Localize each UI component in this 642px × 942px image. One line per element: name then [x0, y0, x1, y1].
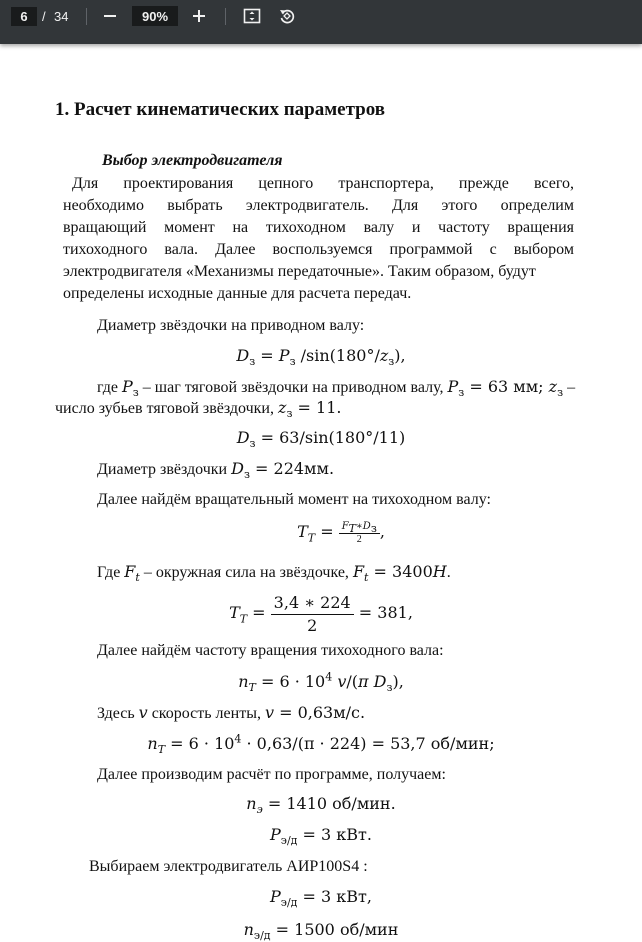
formula-motor-speed: $n_э = 1410$ об/мин.	[246, 794, 396, 817]
where-line: где $P_з$ – шаг тяговой звёздочки на приводном валу, $P_з = 63$ мм; $z_з$ –	[97, 377, 576, 400]
intro-line: тихоходного вала. Далее воспользуемся программой с выбором	[63, 241, 574, 258]
toolbar-divider	[225, 8, 226, 25]
rotate-button[interactable]	[275, 5, 299, 27]
fit-page-button[interactable]	[240, 5, 264, 27]
force-line: Где $F_t$ – окружная сила на звёздочке, $F_t = 3400H$.	[97, 562, 451, 585]
zoom-out-button[interactable]	[98, 5, 122, 27]
minus-icon	[103, 9, 117, 23]
plus-icon	[192, 9, 206, 23]
formula-diameter-values: $D_з = 63/\sin(180^\circ/11)$	[236, 428, 406, 451]
total-pages: 34	[54, 9, 69, 24]
formula-selected-power: $P_{э/д} = 3$ кВт,	[270, 887, 372, 910]
pdf-toolbar	[0, 0, 642, 44]
paragraph-torque: Далее найдём вращательный момент на тихоходном валу:	[97, 491, 491, 508]
page-separator: /	[42, 9, 46, 24]
intro-line: Для проектирования цепного транспортера, прежде всего,	[72, 175, 574, 192]
formula-selected-speed: $n_{э/д} = 1500$ об/мин	[243, 920, 399, 942]
rotate-icon	[278, 7, 296, 25]
formula-torque: $T_T$ = $\frac{F_T∗D_з}{2}$ ,	[297, 521, 385, 545]
intro-line: вращающий момент на тихоходном валу и частоту вращения	[63, 219, 574, 236]
formula-speed-values: $n_T = 6 \cdot 10^4 \cdot 0,63/(\pi \cdot 224) = 53,7$ об/мин;	[147, 732, 495, 757]
document-page	[0, 44, 642, 942]
paragraph-select: Выбираем электродвигатель АИР100S4 :	[89, 858, 368, 875]
formula-speed: $n_T = 6 \cdot 10^4$ v/(π $D_з$),	[238, 670, 404, 695]
where-line-2: число зубьев тяговой звёздочки, $z_з = 11$.	[55, 398, 342, 421]
intro-line: необходимо выбрать электродвигатель. Для этого определим	[63, 197, 574, 214]
paragraph-diameter: Диаметр звёздочки на приводном валу:	[97, 317, 365, 334]
zoom-input[interactable]	[132, 6, 178, 26]
page-number-input[interactable]	[11, 7, 37, 26]
formula-torque-values: $T_T$ = $\frac{3,4 ∗ 224}{2}$ = 381,	[229, 593, 413, 635]
toolbar-divider	[86, 8, 87, 25]
diameter-result: Диаметр звёздочки $D_з = 224мм$.	[97, 459, 335, 482]
section-heading: 1. Расчет кинематических параметров	[55, 99, 386, 120]
paragraph-program: Далее производим расчёт по программе, получаем:	[97, 766, 446, 783]
intro-line: определены исходные данные для расчета передач.	[63, 285, 412, 302]
paragraph-speed: Далее найдём частоту вращения тихоходного вала:	[97, 642, 444, 659]
velocity-line: Здесь v скорость ленты, v = 0,63м/с.	[97, 703, 366, 722]
formula-motor-power: $P_{э/д} = 3$ кВт.	[270, 825, 372, 848]
intro-line: электродвигателя «Механизмы передаточные». Таким образом, будут	[63, 263, 536, 280]
formula-diameter: $D_з = P_з$ $/\sin(180^\circ/z_з)$,	[236, 346, 406, 369]
fit-page-icon	[243, 7, 261, 25]
subsection-heading: Выбор электродвигателя	[102, 152, 283, 169]
zoom-in-button[interactable]	[187, 5, 211, 27]
